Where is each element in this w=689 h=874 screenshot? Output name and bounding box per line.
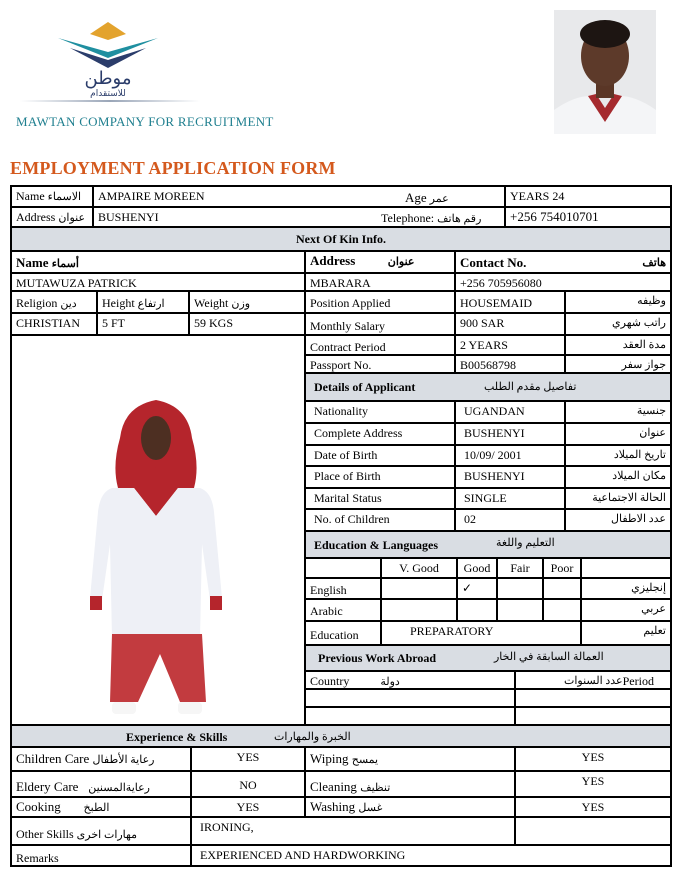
age-label-ar: عمر: [429, 193, 449, 205]
passport-label: Passport No.: [305, 355, 455, 373]
detail-label: Complete Address: [305, 423, 455, 445]
kin-contact-label-ar: هاتف: [642, 257, 666, 269]
education-title: Education & Languages: [314, 538, 439, 552]
kin-address: MBARARA: [305, 273, 455, 291]
kin-name-header: [11, 251, 305, 273]
other-skills-extra: [515, 817, 671, 845]
next-of-kin-header: Next Of Kin Info.: [11, 227, 671, 251]
salary-label-ar: راتب شهري: [565, 313, 671, 335]
form-title: EMPLOYMENT APPLICATION FORM: [10, 158, 336, 178]
name-label-cell: [11, 186, 93, 207]
logo-underline: [20, 100, 200, 102]
children-care-label-cell: [11, 747, 191, 771]
religion-value: CHRISTIAN: [11, 313, 97, 335]
other-skills-value: IRONING,: [191, 817, 515, 845]
detail-label: No. of Children: [305, 509, 455, 531]
kin-name-label: Name: [16, 255, 49, 270]
cleaning-label: Cleaning: [310, 779, 357, 794]
address-label-ar: عنوان: [58, 212, 86, 224]
weight-label-cell: [189, 291, 305, 313]
religion-label: Religion: [16, 296, 58, 310]
kin-address-label-ar: عنوان: [387, 256, 415, 268]
eldery-care-label-cell: [11, 771, 191, 797]
position-value: HOUSEMAID: [455, 291, 565, 313]
telephone-label-cell: [377, 209, 507, 227]
age-label: Age: [405, 190, 427, 205]
period-label-cell: [515, 671, 671, 689]
remarks-label: Remarks: [11, 845, 191, 866]
english-poor: [543, 578, 581, 599]
education-label: Education: [305, 621, 381, 645]
details-title: Details of Applicant: [314, 380, 416, 394]
position-label: Position Applied: [305, 291, 455, 313]
kin-contact-label: Contact No.: [460, 255, 527, 270]
name-label-ar: الاسماء: [47, 191, 82, 203]
level-blank-cell: [305, 558, 381, 578]
passport-label-ar: جواز سفر: [565, 355, 671, 373]
contract-label-ar: مدة العقد: [565, 335, 671, 355]
detail-value: UGANDAN: [455, 401, 565, 423]
height-label: Height: [102, 296, 135, 310]
age-label-cell: [401, 189, 501, 207]
level-fair: Fair: [497, 558, 543, 578]
skills-header: [11, 725, 671, 747]
passport-value: B00568798: [455, 355, 565, 373]
arabic-poor: [543, 599, 581, 621]
other-skills-label-cell: [11, 817, 191, 845]
kin-address-label: Address: [310, 253, 356, 268]
level-poor: Poor: [543, 558, 581, 578]
cooking-label: Cooking: [16, 799, 61, 814]
cleaning-value: YES: [515, 771, 671, 797]
skills-title-ar: الخبرة والمهارات: [274, 731, 351, 743]
wiping-label-cell: [305, 747, 515, 771]
work-abroad-country-2: [305, 707, 515, 725]
name-label: Name: [16, 189, 45, 203]
children-care-label: Children Care: [16, 751, 90, 766]
telephone-label: Telephone:: [381, 211, 435, 225]
work-abroad-title-ar: العمالة السابقة في الخار: [494, 651, 604, 663]
detail-label: Place of Birth: [305, 466, 455, 488]
washing-label-cell: [305, 797, 515, 817]
eldery-care-value: NO: [191, 771, 305, 797]
country-label-cell: [305, 671, 515, 689]
weight-label-ar: وزن: [231, 298, 251, 310]
detail-label-ar: عدد الاطفال: [565, 509, 671, 531]
level-good: Good: [457, 558, 497, 578]
work-abroad-country-1: [305, 689, 515, 707]
details-title-ar: تفاصيل مقدم الطلب: [484, 381, 577, 393]
other-skills-label-ar: مهارات اخرى: [76, 829, 137, 841]
kin-contact: +256 705956080: [455, 273, 671, 291]
work-abroad-period-1: [515, 689, 671, 707]
education-title-ar: التعليم واللغة: [496, 537, 555, 549]
height-label-cell: [97, 291, 189, 313]
eldery-care-label: Eldery Care: [16, 779, 79, 794]
company-name: MAWTAN COMPANY FOR RECRUITMENT: [16, 114, 274, 129]
salary-value: 900 SAR: [455, 313, 565, 335]
washing-value: YES: [515, 797, 671, 817]
application-form: [10, 185, 672, 867]
detail-value: 10/09/ 2001: [455, 445, 565, 466]
weight-value: 59 KGS: [189, 313, 305, 335]
remarks-value: EXPERIENCED AND HARDWORKING: [191, 845, 671, 866]
english-good-check: ✓: [457, 578, 497, 599]
applicant-address: BUSHENYI: [93, 207, 505, 227]
applicant-full-photo: [11, 335, 305, 725]
education-value: PREPARATORY: [381, 621, 581, 645]
detail-label: Date of Birth: [305, 445, 455, 466]
skills-title: Experience & Skills: [126, 730, 228, 744]
cleaning-label-ar: تنظيف: [360, 782, 391, 794]
arabic-fair: [497, 599, 543, 621]
kin-address-header: [305, 251, 455, 273]
contract-label: Contract Period: [305, 335, 455, 355]
cleaning-label-cell: [305, 771, 515, 797]
country-label: Country: [310, 674, 350, 688]
detail-value: 02: [455, 509, 565, 531]
applicant-name: AMPAIRE MOREEN: [93, 186, 505, 207]
detail-label: Marital Status: [305, 488, 455, 509]
cooking-value: YES: [191, 797, 305, 817]
education-header: [305, 531, 671, 558]
detail-label-ar: مكان الميلاد: [565, 466, 671, 488]
arabic-label-ar: عربي: [581, 599, 671, 621]
company-logo: [48, 18, 168, 98]
detail-label-ar: الحالة الاجتماعية: [565, 488, 671, 509]
address-label-cell: [11, 207, 93, 227]
other-skills-label: Other Skills: [16, 827, 74, 841]
religion-label-cell: [11, 291, 97, 313]
cooking-label-ar: الطبخ: [83, 802, 110, 814]
applicant-telephone: +256 754010701: [505, 207, 671, 227]
children-care-label-ar: رعاية الأطفال: [92, 754, 155, 766]
logo-arabic-subtext: للاستقدام: [90, 89, 126, 98]
kin-name-label-ar: أسماء: [51, 258, 79, 270]
religion-label-ar: دين: [60, 298, 77, 310]
children-care-value: YES: [191, 747, 305, 771]
detail-value: BUSHENYI: [455, 423, 565, 445]
work-abroad-header: [305, 645, 671, 671]
weight-label: Weight: [194, 296, 229, 310]
cooking-label-cell: [11, 797, 191, 817]
logo-arabic-text: موطن: [84, 68, 132, 89]
english-fair: [497, 578, 543, 599]
level-blank-end: [581, 558, 671, 578]
detail-value: BUSHENYI: [455, 466, 565, 488]
detail-value: SINGLE: [455, 488, 565, 509]
education-label-ar: تعليم: [581, 621, 671, 645]
arabic-good: [457, 599, 497, 621]
position-label-ar: وظيفه: [565, 291, 671, 313]
height-label-ar: ارتفاع: [137, 298, 165, 310]
country-label-ar: دولة: [380, 676, 400, 688]
work-abroad-period-2: [515, 707, 671, 725]
english-label: English: [305, 578, 381, 599]
period-label-ar: عدد السنوات: [564, 675, 623, 687]
washing-label-ar: غسل: [358, 802, 383, 814]
work-abroad-title: Previous Work Abroad: [318, 651, 437, 665]
detail-label-ar: عنوان: [565, 423, 671, 445]
english-vgood: [381, 578, 457, 599]
level-vgood: V. Good: [381, 558, 457, 578]
detail-label: Nationality: [305, 401, 455, 423]
detail-label-ar: جنسية: [565, 401, 671, 423]
address-label: Address: [16, 210, 56, 224]
kin-name: MUTAWUZA PATRICK: [11, 273, 305, 291]
height-value: 5 FT: [97, 313, 189, 335]
detail-label-ar: تاريخ الميلاد: [565, 445, 671, 466]
salary-label: Monthly Salary: [305, 313, 455, 335]
telephone-label-ar: رقم هاتف: [437, 213, 482, 225]
applicant-portrait-photo: [554, 10, 656, 134]
arabic-label: Arabic: [305, 599, 381, 621]
wiping-label-ar: يمسح: [351, 754, 379, 766]
arabic-vgood: [381, 599, 457, 621]
period-label: Period: [622, 674, 654, 688]
details-header: [305, 373, 671, 401]
kin-contact-header: [455, 251, 671, 273]
english-label-ar: إنجليزي: [581, 578, 671, 599]
applicant-age: YEARS 24: [505, 186, 671, 207]
washing-label: Washing: [310, 799, 356, 814]
eldery-care-label-ar: رعايةالمسنين: [88, 782, 150, 794]
wiping-label: Wiping: [310, 751, 349, 766]
contract-value: 2 YEARS: [455, 335, 565, 355]
wiping-value: YES: [515, 747, 671, 771]
